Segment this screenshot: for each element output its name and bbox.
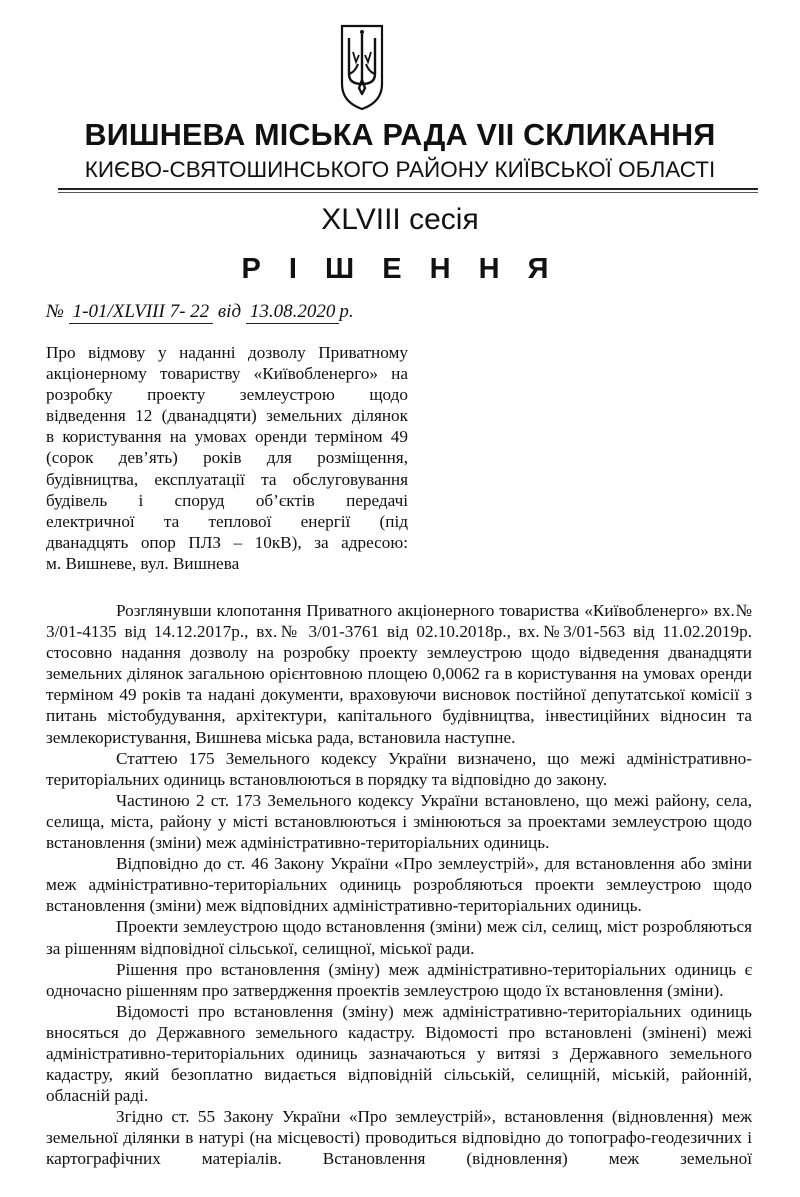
- body-paragraph: Проекти землеустрою щодо встановлення (зміни) меж сіл, селищ, міст розробляються за рішенням відповідної сільської, селищної, міської ради.: [46, 917, 752, 958]
- subject-line: відведення 12 (дванадцяти) земельних ділянок: [46, 406, 408, 426]
- subject-line: будівництва, експлуатації та обслуговування: [46, 469, 408, 489]
- header-divider-thin: [58, 192, 758, 193]
- body-paragraph: Згідно ст. 55 Закону України «Про землеустрій», встановлення (відновлення) меж земельної ділянки в натурі (на місцевості) проводиться відповідно до топографо-геодезичних і картографічних матеріалів. Встановлення (відновлення) меж земельної: [46, 1107, 752, 1169]
- body-paragraph: Відповідно до ст. 46 Закону України «Про землеустрій», для встановлення або зміни меж адміністративно-територіальних одиниць розробляються проекти землеустрою щодо встановлення (зміни) меж відповідних адміністративно-територіальних одиниць.: [46, 854, 752, 916]
- decision-number-line: [46, 301, 354, 324]
- subject-line: (сорок дев’ять) років для розміщення,: [46, 448, 408, 468]
- body-paragraph: Статтею 175 Земельного кодексу України визначено, що межі адміністративно-територіальних одиниць встановлюються в порядку та відповідно до закону.: [46, 748, 752, 789]
- session-title: XLVIII сесія: [321, 203, 479, 236]
- subject-line: дванадцять опор ПЛЗ – 10кВ), за адресою:: [46, 532, 408, 552]
- number-sign: №: [46, 301, 64, 322]
- district-name: КИЄВО-СВЯТОШИНСЬКОГО РАЙОНУ КИЇВСЬКОЇ ОБЛАСТІ: [84, 157, 716, 182]
- subject-line: в користування на умовах оренди терміном 49: [46, 427, 408, 447]
- decision-number: 1-01/XLVIII 7- 22: [69, 301, 214, 324]
- ukraine-trident-emblem-icon: [338, 22, 386, 112]
- subject-line: Про відмову у наданні дозволу Приватному: [46, 343, 408, 362]
- body-paragraph: Частиною 2 ст. 173 Земельного кодексу України встановлено, що межі району, села, селища, міста, району у місті встановлюються і змінюються за проектами землеустрою щодо встановлення (зміни) меж адміністративно-територіальних одиниць.: [46, 790, 752, 853]
- subject-line: акціонерному товариству «Київобленерго» на: [46, 364, 408, 384]
- year-suffix: р.: [339, 301, 354, 322]
- body-paragraph: Розглянувши клопотання Приватного акціонерного товариства «Київобленерго» вх.№ 3/01-4135 від 14.12.2017р., вх.№ 3/01-3761 від 02.10.2018р., вх.№3/01-563 від 11.02.2019р. стосовно надання дозволу на розробку проекту землеустрою щодо відведення дванадцяти земельних ділянок загальною орієнтовною площею 0,0062 га в користування на умовах оренди терміном 49 років та надані документи, враховуючи висновок постійної депутатської комісії з питань містобудування, архітектури, капітального будівництва, інвестиційних відносин та землекористування, Вишнева міська рада, встановила наступне.: [46, 601, 752, 747]
- decision-subject: [46, 342, 408, 574]
- subject-line: розробку проекту землеустрою щодо: [46, 385, 408, 405]
- council-name: ВИШНЕВА МІСЬКА РАДА VII СКЛИКАННЯ: [84, 118, 716, 152]
- body-paragraph: Відомості про встановлення (зміну) меж адміністративно-територіальних одиниць вносяться до Державного земельного кадастру. Відомості про встановлені (змінені) межі адміністративно-територіальних одиниць зазначаються у витязі з Державного земельного кадастру, який безоплатно видається відповідній сільській, селищній, міській, районній, обласній раді.: [46, 1001, 752, 1106]
- subject-line: електричної та теплової енергії (під: [46, 511, 408, 531]
- subject-line: м. Вишневе, вул. Вишнева: [46, 553, 240, 573]
- header-divider: [58, 188, 758, 190]
- subject-line: будівель і споруд об’єктів передачі: [46, 490, 408, 510]
- from-label: від: [217, 301, 242, 322]
- decision-date: 13.08.2020: [246, 301, 340, 324]
- decision-title: Р І Ш Е Н Н Я: [241, 253, 559, 285]
- decision-body: [46, 600, 752, 1170]
- body-paragraph: Рішення про встановлення (зміну) меж адміністративно-територіальних одиниць є одночасно рішенням про затвердження проектів землеустрою щодо їх встановлення (зміни).: [46, 959, 752, 1000]
